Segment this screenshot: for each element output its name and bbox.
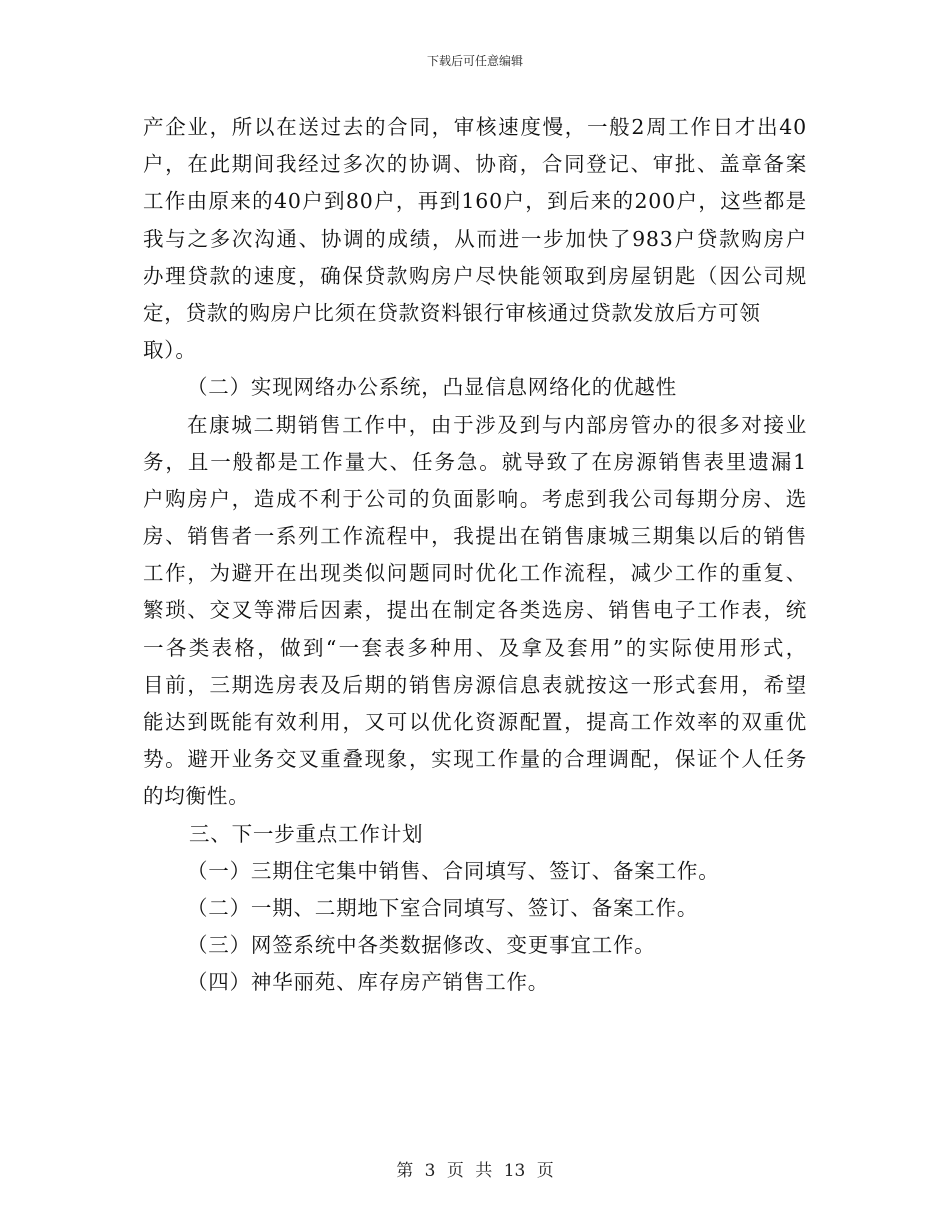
text-line: 繁琐、交叉等滞后因素，提出在制定各类选房、销售电子工作表，统 (143, 598, 807, 623)
page-footer: 第 3 页 共 13 页 (396, 1161, 554, 1181)
text-line: 务，且一般都是工作量大、任务急。就导致了在房源销售表里遗漏1 (143, 449, 807, 474)
list-item: （四）神华丽苑、库存房产销售工作。 (187, 970, 550, 995)
section-subheading (143, 369, 807, 406)
document-body (143, 109, 807, 1002)
page-header: 下载后可任意编辑 (426, 54, 523, 68)
text-line: 三、下一步重点工作计划 (189, 821, 424, 846)
plan-list (143, 853, 807, 1002)
text-line: 办理贷款的速度，确保贷款购房户尽快能领取到房屋钥匙（因公司规 (143, 263, 807, 288)
text-line: 户，在此期间我经过多次的协调、协商，合同登记、审批、盖章备案 (143, 152, 807, 177)
text-line: 户购房户，造成不利于公司的负面影响。考虑到我公司每期分房、选 (143, 486, 807, 511)
list-item: （一）三期住宅集中销售、合同填写、签订、备案工作。 (187, 858, 720, 883)
paragraph (143, 407, 807, 816)
text-line: 目前，三期选房表及后期的销售房源信息表就按这一形式套用，希望 (143, 672, 807, 697)
section-heading (143, 816, 807, 853)
text-line: 工作，为避开在出现类似问题同时优化工作流程，减少工作的重复、 (143, 561, 807, 586)
text-line: 工作由原来的40户到80户，再到160户，到后来的200户，这些都是 (143, 189, 807, 214)
text-line: 的均衡性。 (143, 784, 250, 809)
text-line: 一各类表格，做到“一套表多种用、及拿及套用”的实际使用形式， (143, 635, 807, 660)
text-line: 房、销售者一系列工作流程中，我提出在销售康城三期集以后的销售 (143, 524, 807, 549)
text-line: 产企业，所以在送过去的合同，审核速度慢，一般2周工作日才出40 (143, 115, 807, 139)
text-line: 取）。 (143, 338, 197, 363)
text-line: （二）实现网络办公系统，凸显信息网络化的优越性 (187, 375, 677, 400)
paragraph (143, 109, 807, 369)
list-item: （二）一期、二期地下室合同填写、签订、备案工作。 (187, 895, 699, 920)
text-line: 在康城二期销售工作中，由于涉及到与内部房管办的很多对接业 (187, 412, 807, 437)
text-line: 我与之多次沟通、协调的成绩，从而进一步加快了983户贷款购房户 (143, 226, 807, 251)
text-line: 势。避开业务交叉重叠现象，实现工作量的合理调配，保证个人任务 (143, 747, 807, 772)
text-line: 定，贷款的购房户比须在贷款资料银行审核通过贷款发放后方可领 (143, 300, 761, 325)
text-line: 能达到既能有效利用，又可以优化资源配置，提高工作效率的双重优 (143, 710, 807, 734)
list-item: （三）网签系统中各类数据修改、变更事宜工作。 (187, 933, 656, 958)
